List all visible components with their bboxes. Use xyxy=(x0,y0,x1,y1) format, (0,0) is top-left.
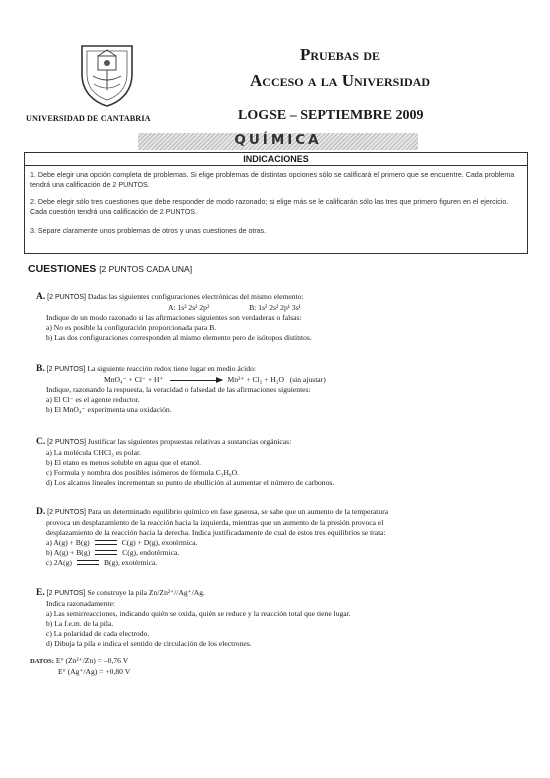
question-d xyxy=(36,507,526,567)
equilibrium-b-right: C(g), endotérmica. xyxy=(122,547,180,557)
section-title-text: CUESTIONES xyxy=(28,263,97,275)
question-points: [2 PUNTOS] xyxy=(46,590,86,597)
data-label: DATOS: xyxy=(30,658,54,665)
instruction-item-3: 3. Separe claramente unos problemas de otros y unas cuestiones de otras. xyxy=(30,227,267,235)
section-title xyxy=(28,263,192,275)
question-stem: Justificar las siguientes propuestas relativas a sustancias orgánicas: xyxy=(87,437,292,446)
question-c xyxy=(36,437,526,488)
config-a: A: 1s² 2s² 2p² xyxy=(168,302,210,312)
question-item-b: b) El etano es menos soluble en agua que el etanol. xyxy=(46,457,201,467)
question-points: [2 PUNTOS] xyxy=(47,509,86,516)
question-prompt: Indique, razonando la respuesta, la veracidad o falsedad de las afirmaciones siguientes: xyxy=(46,384,311,394)
data-line-2: E° (Ag⁺/Ag) = +0,80 V xyxy=(58,666,131,676)
question-stem: Dadas las siguientes configuraciones electrónicas del mismo elemento: xyxy=(87,292,304,301)
equilibrium-a-left: a) A(g) + B(g) xyxy=(46,537,90,547)
reaction-products: Mn²⁺ + Cl₂ + H₂O xyxy=(227,374,284,384)
question-stem: La siguiente reacción redox tiene lugar en medio ácido: xyxy=(87,364,256,373)
question-prompt: Indica razonadamente: xyxy=(46,598,115,608)
question-points: [2 PUNTOS] xyxy=(47,439,86,446)
question-item-b: b) La f.e.m. de la pila. xyxy=(46,618,114,628)
question-prompt: Indique de un modo razonado si las afirmaciones siguientes son verdaderas o falsas: xyxy=(46,312,302,322)
question-letter: E. xyxy=(36,588,45,598)
equilibrium-a-right: C(g) + D(g), exotérmica. xyxy=(121,537,198,547)
question-item-a: a) La molécula CHCl₃ es polar. xyxy=(46,447,142,457)
instruction-item-1: 1. Debe elegir una opción completa de problemas. Si elige problemas de distintas opciones sólo se calificará el primero que se encuentre. Cada problema tendrá una calificación de 2 PUNTOS. xyxy=(30,171,515,189)
equilibrium-arrow xyxy=(95,539,117,546)
reaction-arrow xyxy=(170,380,222,381)
question-a xyxy=(36,292,526,343)
question-item-b: b) El MnO₄⁻ experimenta una oxidación. xyxy=(46,404,172,414)
question-letter: D. xyxy=(36,507,46,517)
question-item-c: c) La polaridad de cada electrodo. xyxy=(46,628,150,638)
question-item-d: d) Dibuja la pila e indica el sentido de circulación de los electrones. xyxy=(46,638,252,648)
question-stem-line-1: Para un determinado equilibrio químico en fase gaseosa, se sabe que un aumento de la temperatura xyxy=(87,507,389,516)
instruction-item-2: 2. Debe elegir sólo tres cuestiones que debe responder de modo razonado; si elige más se le calificarán sólo las tres que primero figuren en el ejercicio. Cada cuestión tendrá una calificación de 2 PUNTOS. xyxy=(30,198,509,216)
question-e xyxy=(36,588,526,648)
question-stem-line-2: provoca un desplazamiento de la reacción hacia la izquierda, mientras que un aumento de la presión provoca el xyxy=(46,517,384,527)
section-points: [2 PUNTOS CADA UNA] xyxy=(99,264,193,274)
question-item-c: c) Formula y nombra dos posibles isómeros de fórmula C₃H₈O. xyxy=(46,467,240,477)
subject-title: QUÍMICA xyxy=(234,132,322,148)
title-text-2: Acceso a la Universidad xyxy=(250,71,430,90)
equilibrium-arrow xyxy=(77,559,99,566)
title-text-1: Pruebas de xyxy=(300,45,380,64)
question-letter: A. xyxy=(36,292,46,302)
question-item-a: a) Las semirreacciones, indicando quién se oxida, quién se reduce y la reacción total que tiene lugar. xyxy=(46,608,351,618)
university-name: UNIVERSIDAD DE CANTABRIA xyxy=(26,114,151,123)
equilibrium-b-left: b) A(g) + B(g) xyxy=(46,547,91,557)
config-b: B: 1s² 2s² 2p¹ 3s¹ xyxy=(249,302,301,312)
question-stem: Se construye la pila Zn/Zn²⁺//Ag⁺/Ag. xyxy=(87,588,205,597)
question-item-d: d) Los alcanos lineales incrementan su punto de ebullición al aumentar el número de carbonos. xyxy=(46,477,335,487)
equilibrium-arrow xyxy=(95,549,117,556)
equilibrium-c-right: B(g), exotérmica. xyxy=(103,557,158,567)
question-item-a: a) El Cl⁻ es el agente reductor. xyxy=(46,394,140,404)
question-points: [2 PUNTOS] xyxy=(47,294,86,301)
question-item-a: a) No es posible la configuración proporcionada para B. xyxy=(46,322,217,332)
question-b xyxy=(36,364,526,415)
university-seal-logo xyxy=(76,40,138,108)
instructions-heading: INDICACIONES xyxy=(24,152,528,166)
exam-session: LOGSE – SEPTIEMBRE 2009 xyxy=(238,108,424,123)
data-block xyxy=(30,656,330,677)
question-points: [2 PUNTOS] xyxy=(46,366,86,373)
question-stem-line-3: desplazamiento de la reacción hacia la derecha. Indica justificadamente de cual de estos tres equilibrios se trata: xyxy=(46,527,386,537)
data-line-1: E° (Zn²⁺/Zn) = –0,76 V xyxy=(55,656,129,665)
title-line-1 xyxy=(240,45,440,65)
question-letter: B. xyxy=(36,364,45,374)
question-item-b: b) Las dos configuraciones corresponden al mismo elemento pero de isótopos distintos. xyxy=(46,332,312,342)
title-line-2 xyxy=(240,71,440,91)
reaction-note: (sin ajustar) xyxy=(289,374,326,384)
reaction-reactants: MnO₄⁻ + Cl⁻ + H⁺ xyxy=(104,374,164,384)
equilibrium-c-left: c) 2A(g) xyxy=(46,557,72,567)
question-letter: C. xyxy=(36,437,46,447)
